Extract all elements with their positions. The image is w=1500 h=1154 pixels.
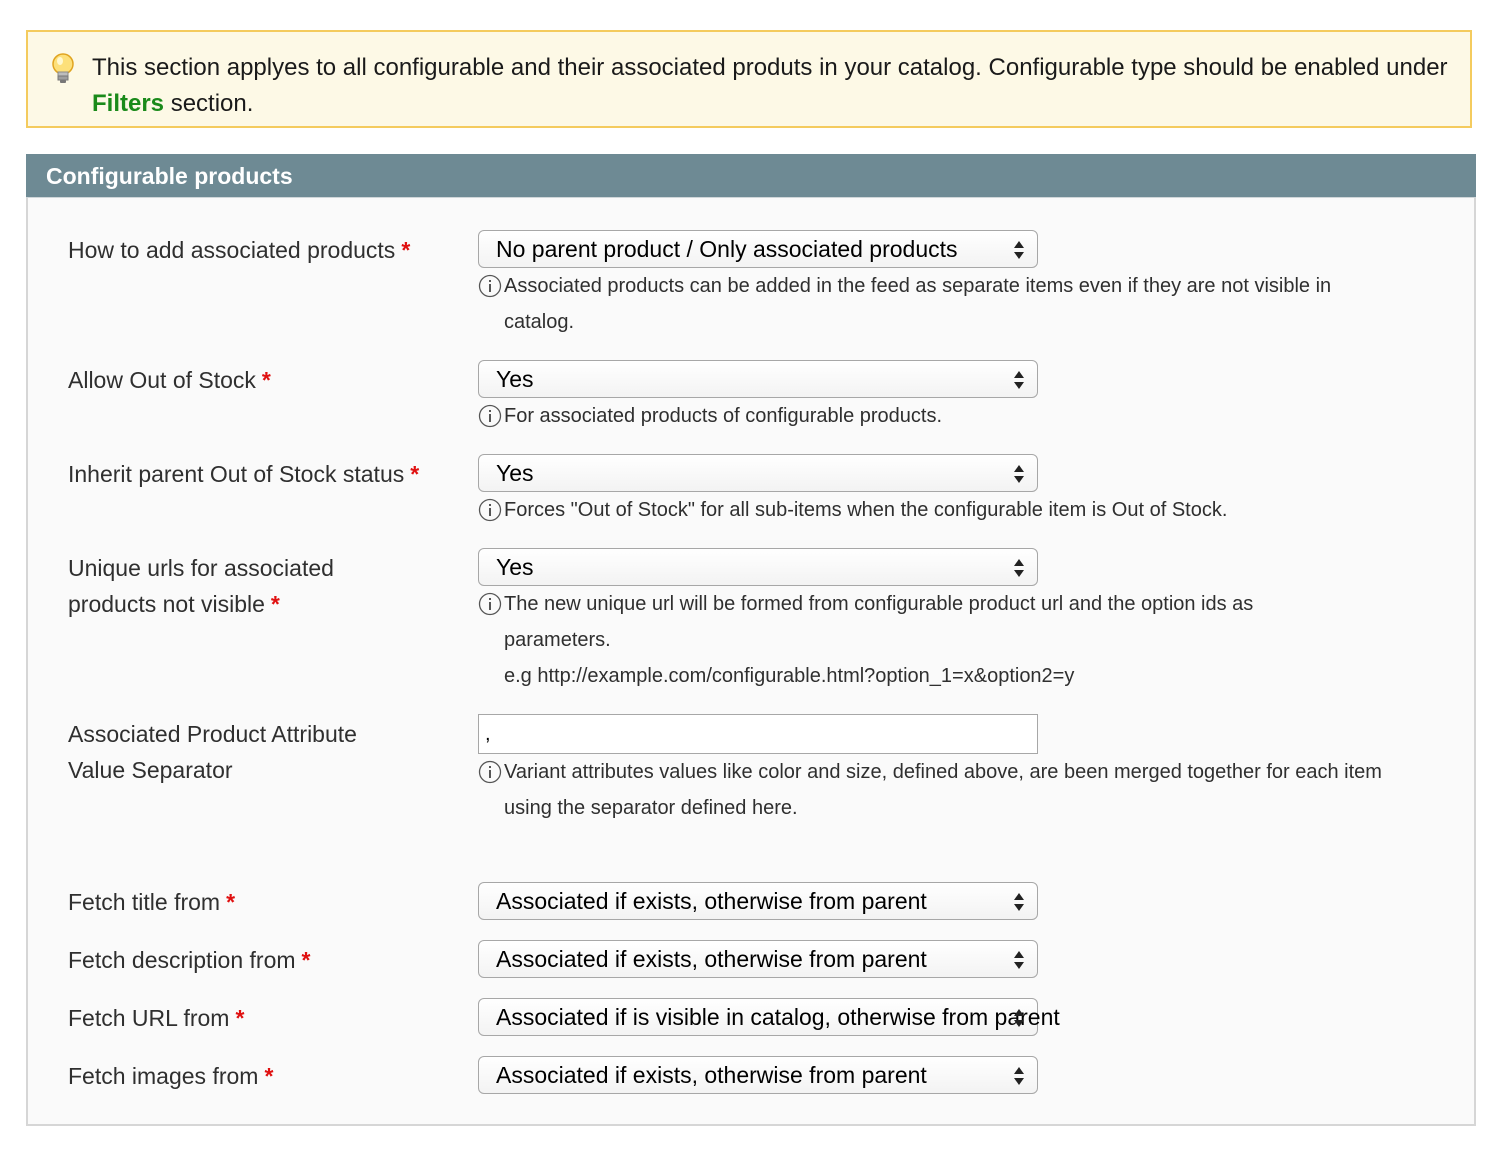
fetch-description-label xyxy=(68,942,310,978)
select-arrows-icon xyxy=(1013,556,1025,580)
notice-box xyxy=(26,30,1472,128)
fetch-images-label xyxy=(68,1058,273,1094)
required-mark: * xyxy=(270,591,280,617)
add-associated-note xyxy=(478,268,1398,340)
info-icon xyxy=(478,592,502,616)
add-associated-select[interactable] xyxy=(478,230,1038,268)
notice-text xyxy=(92,50,1452,122)
required-mark: * xyxy=(301,947,311,973)
attribute-separator-input[interactable] xyxy=(478,714,1038,754)
unique-urls-label-line1: Unique urls for associated xyxy=(68,555,334,581)
select-arrows-icon xyxy=(1013,368,1025,392)
unique-urls-note-example: e.g http://example.com/configurable.html?option_1=x&option2=y xyxy=(504,665,1075,687)
fetch-title-label-text: Fetch title from xyxy=(68,889,221,915)
info-icon xyxy=(478,274,502,298)
add-associated-label-text: How to add associated products xyxy=(68,237,396,263)
fetch-url-select[interactable] xyxy=(478,998,1060,1036)
unique-urls-label-line2: products not visible xyxy=(68,591,265,617)
section-header xyxy=(26,154,1476,198)
attribute-separator-label-line2: Value Separator xyxy=(68,757,233,783)
allow-out-of-stock-select[interactable] xyxy=(478,360,1038,398)
notice-text-before: This section applyes to all configurable and their associated produts in your catalog. Configurable type should be enabled under xyxy=(92,54,1448,81)
allow-out-of-stock-value: Yes xyxy=(496,366,534,392)
select-arrows-icon xyxy=(1013,890,1025,914)
select-arrows-icon xyxy=(1013,238,1025,262)
select-arrows-icon xyxy=(1013,462,1025,486)
required-mark: * xyxy=(401,237,411,263)
required-mark: * xyxy=(226,889,236,915)
inherit-out-of-stock-select[interactable] xyxy=(478,454,1038,492)
info-icon xyxy=(478,404,502,428)
allow-out-of-stock-note xyxy=(478,398,1398,434)
required-mark: * xyxy=(261,367,271,393)
fetch-images-select[interactable] xyxy=(478,1056,1038,1094)
select-arrows-icon xyxy=(1013,1006,1025,1030)
unique-urls-label xyxy=(68,550,334,622)
inherit-out-of-stock-value: Yes xyxy=(496,460,534,486)
attribute-separator-label-line1: Associated Product Attribute xyxy=(68,721,357,747)
fetch-url-label xyxy=(68,1000,244,1036)
add-associated-value: No parent product / Only associated products xyxy=(496,236,958,262)
allow-out-of-stock-label xyxy=(68,362,271,398)
required-mark: * xyxy=(235,1005,245,1031)
required-mark: * xyxy=(264,1063,274,1089)
unique-urls-select[interactable] xyxy=(478,548,1038,586)
add-associated-label xyxy=(68,232,410,268)
fetch-url-value: Associated if is visible in catalog, otherwise from parent xyxy=(496,1004,1060,1030)
add-associated-note-text: Associated products can be added in the feed as separate items even if they are not visible in catalog. xyxy=(504,275,1332,333)
unique-urls-note-text: The new unique url will be formed from configurable product url and the option ids as parameters. xyxy=(504,593,1254,651)
lightbulb-icon xyxy=(48,52,80,86)
unique-urls-note xyxy=(478,586,1348,694)
fetch-description-value: Associated if exists, otherwise from parent xyxy=(496,946,927,972)
fetch-title-label xyxy=(68,884,235,920)
attribute-separator-note-text: Variant attributes values like color and size, defined above, are been merged together for each item using the separator defined here. xyxy=(504,761,1382,819)
select-arrows-icon xyxy=(1013,1064,1025,1088)
fetch-title-value: Associated if exists, otherwise from parent xyxy=(496,888,927,914)
info-icon xyxy=(478,498,502,522)
fetch-title-select[interactable] xyxy=(478,882,1038,920)
select-arrows-icon xyxy=(1013,948,1025,972)
required-mark: * xyxy=(410,461,420,487)
notice-text-after: section. xyxy=(164,90,254,117)
fetch-images-value: Associated if exists, otherwise from parent xyxy=(496,1062,927,1088)
unique-urls-value: Yes xyxy=(496,554,534,580)
allow-out-of-stock-note-text: For associated products of configurable products. xyxy=(504,405,943,427)
filters-link[interactable]: Filters xyxy=(92,90,165,117)
inherit-out-of-stock-note xyxy=(478,492,1398,528)
attribute-separator-note xyxy=(478,754,1388,826)
fetch-description-select[interactable] xyxy=(478,940,1038,978)
fetch-url-label-text: Fetch URL from xyxy=(68,1005,230,1031)
inherit-out-of-stock-note-text: Forces "Out of Stock" for all sub-items when the configurable item is Out of Stock. xyxy=(504,499,1228,521)
allow-out-of-stock-label-text: Allow Out of Stock xyxy=(68,367,256,393)
attribute-separator-label xyxy=(68,716,357,788)
info-icon xyxy=(478,760,502,784)
fetch-images-label-text: Fetch images from xyxy=(68,1063,259,1089)
inherit-out-of-stock-label-text: Inherit parent Out of Stock status xyxy=(68,461,405,487)
fetch-description-label-text: Fetch description from xyxy=(68,947,296,973)
section-title: Configurable products xyxy=(46,163,293,189)
inherit-out-of-stock-label xyxy=(68,456,419,492)
